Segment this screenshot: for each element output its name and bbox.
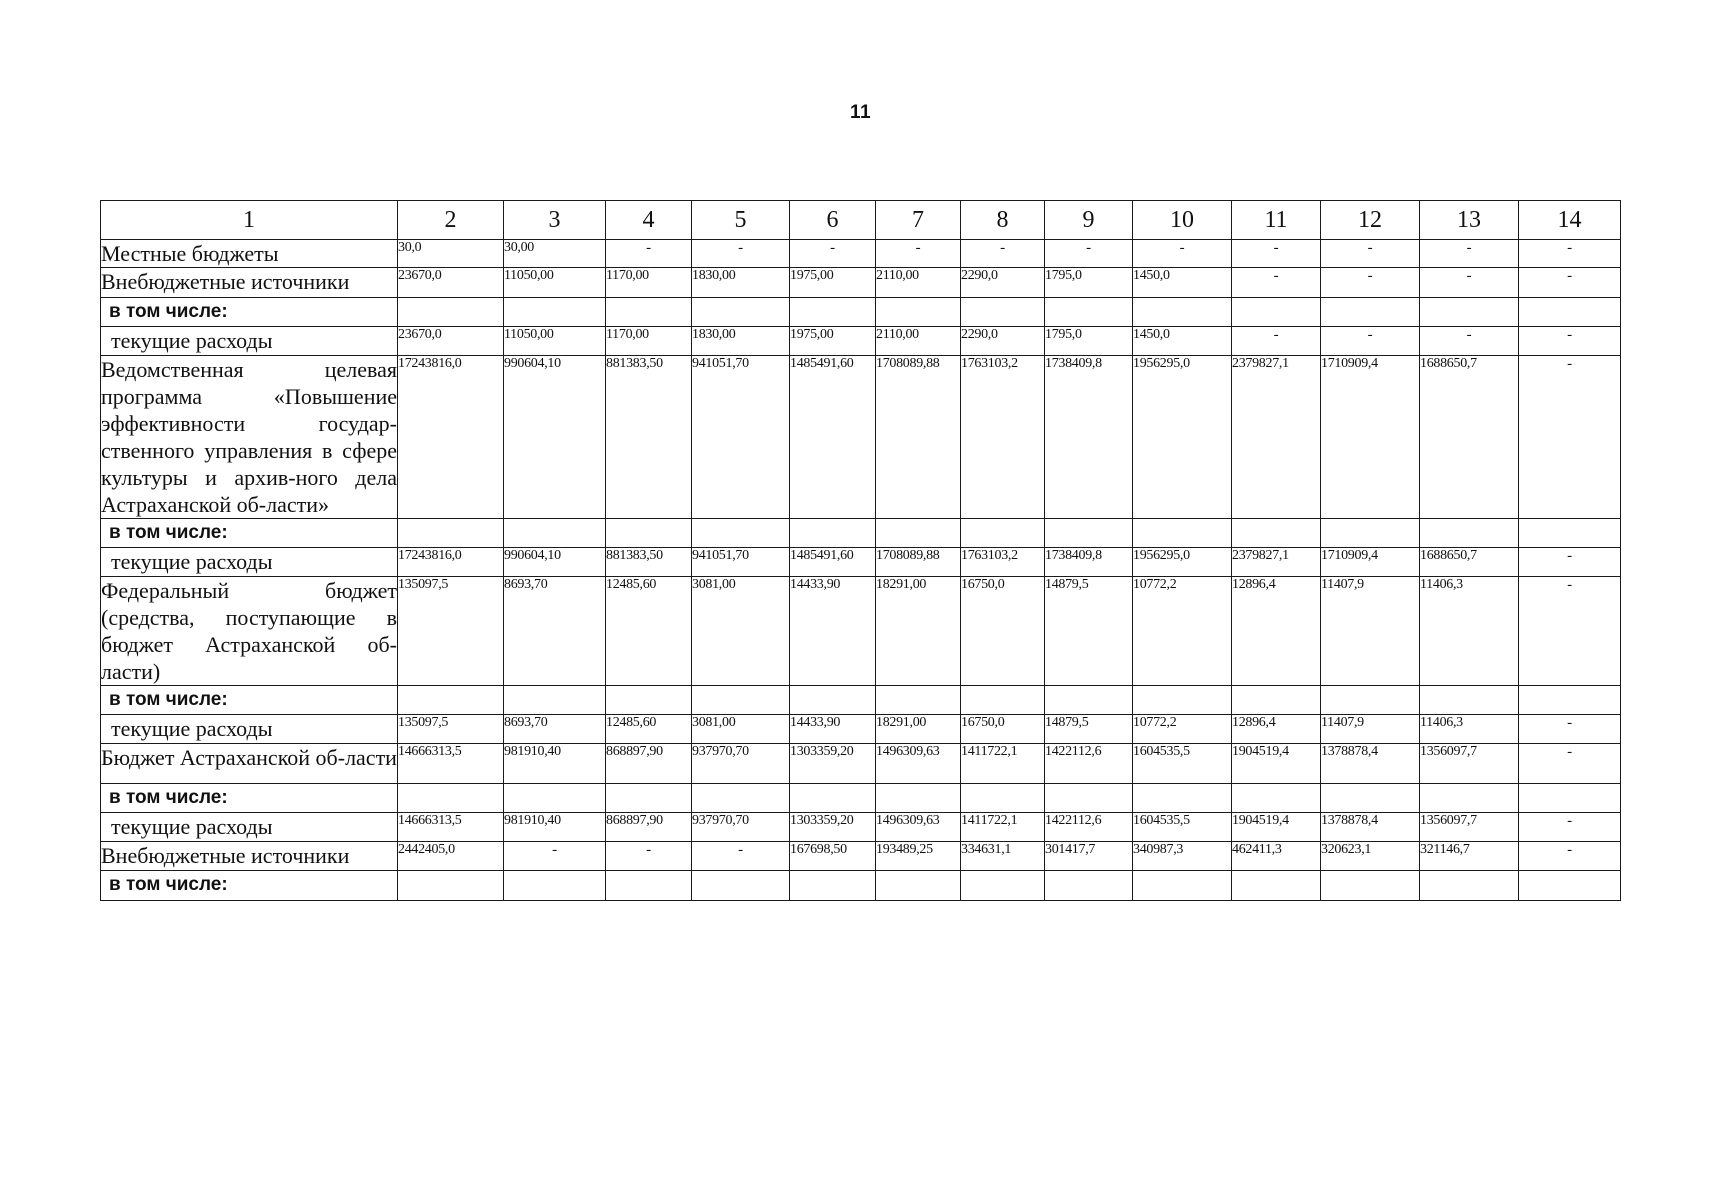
- table-cell: 1450,0: [1133, 268, 1232, 298]
- table-cell: 1422112,6: [1045, 813, 1133, 842]
- column-header: 14: [1519, 201, 1621, 240]
- table-cell: [1232, 686, 1321, 715]
- table-cell: [790, 519, 876, 548]
- table-cell: 1378878,4: [1321, 813, 1420, 842]
- table-cell: [398, 686, 504, 715]
- table-cell: 941051,70: [692, 356, 790, 519]
- row-label: текущие расходы: [101, 548, 398, 577]
- table-cell: [1232, 519, 1321, 548]
- table-cell: 1411722,1: [961, 813, 1045, 842]
- table-cell: 17243816,0: [398, 548, 504, 577]
- table-cell: 18291,00: [876, 577, 961, 686]
- table-cell: 1738409,8: [1045, 356, 1133, 519]
- table-cell: 10772,2: [1133, 715, 1232, 744]
- table-cell: 1378878,4: [1321, 744, 1420, 784]
- table-cell: 2110,00: [876, 268, 961, 298]
- table-cell: [876, 519, 961, 548]
- table-cell: [398, 784, 504, 813]
- row-label: Внебюджетные источники: [101, 842, 398, 871]
- table-cell: 941051,70: [692, 548, 790, 577]
- table-cell: 1710909,4: [1321, 548, 1420, 577]
- table-cell: [1133, 784, 1232, 813]
- table-cell: 1496309,63: [876, 813, 961, 842]
- row-label: в том числе:: [101, 871, 398, 901]
- column-header: 5: [692, 201, 790, 240]
- table-cell: -: [1232, 240, 1321, 268]
- table-cell: 1830,00: [692, 327, 790, 356]
- table-cell: 1688650,7: [1420, 356, 1519, 519]
- column-header: 12: [1321, 201, 1420, 240]
- table-cell: -: [1519, 240, 1621, 268]
- table-row: [101, 298, 1621, 327]
- table-cell: -: [606, 842, 692, 871]
- table-cell: [1420, 519, 1519, 548]
- table-cell: [876, 686, 961, 715]
- table-cell: [1420, 298, 1519, 327]
- table-cell: -: [1232, 327, 1321, 356]
- table-cell: 1450,0: [1133, 327, 1232, 356]
- table-cell: 1738409,8: [1045, 548, 1133, 577]
- table-cell: 1303359,20: [790, 744, 876, 784]
- table-cell: [1133, 871, 1232, 901]
- table-cell: 1830,00: [692, 268, 790, 298]
- table-cell: 334631,1: [961, 842, 1045, 871]
- table-cell: [1232, 784, 1321, 813]
- table-cell: [398, 519, 504, 548]
- row-label: Ведомственная целевая программа «Повышение эффективности государ-ственного управления в сфере культуры и архив-ного дела Астраханской об-ласти»: [101, 357, 397, 517]
- table-cell: 11406,3: [1420, 715, 1519, 744]
- table-cell: 1956295,0: [1133, 548, 1232, 577]
- table-cell: 1356097,7: [1420, 813, 1519, 842]
- table-cell: 23670,0: [398, 327, 504, 356]
- table-row: [101, 577, 1621, 686]
- table-cell: 2379827,1: [1232, 356, 1321, 519]
- table-cell: 320623,1: [1321, 842, 1420, 871]
- table-row: [101, 813, 1621, 842]
- table-cell: 301417,7: [1045, 842, 1133, 871]
- table-row: [101, 519, 1621, 548]
- table-cell: [504, 686, 606, 715]
- table-cell: 167698,50: [790, 842, 876, 871]
- table-row: [101, 686, 1621, 715]
- table-cell: [504, 298, 606, 327]
- table-cell: [1420, 686, 1519, 715]
- table-cell: 1170,00: [606, 327, 692, 356]
- table-cell: -: [1321, 268, 1420, 298]
- table-cell: [1232, 298, 1321, 327]
- row-label: Федеральный бюджет (средства, поступающие в бюджет Астраханской об-ласти): [101, 578, 397, 684]
- table-cell: 1795,0: [1045, 268, 1133, 298]
- table-cell: 18291,00: [876, 715, 961, 744]
- table-cell: -: [692, 842, 790, 871]
- table-cell: 2442405,0: [398, 842, 504, 871]
- table-cell: 1904519,4: [1232, 813, 1321, 842]
- row-label: Местные бюджеты: [101, 240, 398, 268]
- table-cell: -: [504, 842, 606, 871]
- row-label: текущие расходы: [101, 327, 398, 356]
- table-cell: 937970,70: [692, 744, 790, 784]
- column-header: 11: [1232, 201, 1321, 240]
- table-cell: [1321, 519, 1420, 548]
- table-cell: -: [1420, 327, 1519, 356]
- table-cell: 30,00: [504, 240, 606, 268]
- table-cell: 1303359,20: [790, 813, 876, 842]
- table-cell: 1496309,63: [876, 744, 961, 784]
- table-cell: 2290,0: [961, 327, 1045, 356]
- header-row: [101, 201, 1621, 240]
- table-cell: 881383,50: [606, 356, 692, 519]
- table-cell: -: [1519, 744, 1621, 784]
- table-cell: [1045, 871, 1133, 901]
- table-cell: 981910,40: [504, 744, 606, 784]
- column-header: 2: [398, 201, 504, 240]
- table-cell: 990604,10: [504, 356, 606, 519]
- table-cell: 135097,5: [398, 715, 504, 744]
- budget-table: [100, 200, 1621, 901]
- table-cell: 1710909,4: [1321, 356, 1420, 519]
- table-cell: 1604535,5: [1133, 813, 1232, 842]
- table-cell: 11407,9: [1321, 715, 1420, 744]
- table-cell: [692, 871, 790, 901]
- row-label: текущие расходы: [101, 813, 398, 842]
- row-label: в том числе:: [101, 298, 398, 327]
- table-cell: [1045, 519, 1133, 548]
- table-cell: -: [1232, 268, 1321, 298]
- table-cell: [398, 871, 504, 901]
- table-row: [101, 744, 1621, 784]
- table-cell: -: [1420, 268, 1519, 298]
- table-cell: [1232, 871, 1321, 901]
- row-label: в том числе:: [101, 686, 398, 715]
- table-cell: [1519, 784, 1621, 813]
- table-cell: -: [1519, 548, 1621, 577]
- table-cell: 1763103,2: [961, 356, 1045, 519]
- page-number: 11: [849, 102, 872, 123]
- table-cell: 3081,00: [692, 577, 790, 686]
- table-cell: [504, 784, 606, 813]
- table-cell: [606, 784, 692, 813]
- row-label: в том числе:: [101, 519, 398, 548]
- table-cell: [1133, 298, 1232, 327]
- table-cell: 14433,90: [790, 577, 876, 686]
- table-cell: [1321, 686, 1420, 715]
- table-row: [101, 715, 1621, 744]
- table-cell: 12896,4: [1232, 577, 1321, 686]
- table-cell: [1321, 871, 1420, 901]
- table-row: [101, 871, 1621, 901]
- table-cell: 937970,70: [692, 813, 790, 842]
- table-cell: -: [1420, 240, 1519, 268]
- table-row: [101, 268, 1621, 298]
- column-header: 8: [961, 201, 1045, 240]
- table-cell: 16750,0: [961, 577, 1045, 686]
- table-cell: 868897,90: [606, 744, 692, 784]
- column-header: 9: [1045, 201, 1133, 240]
- table-cell: 10772,2: [1133, 577, 1232, 686]
- table-cell: [692, 519, 790, 548]
- table-cell: 868897,90: [606, 813, 692, 842]
- row-label: Бюджет Астраханской об-ласти: [101, 744, 398, 784]
- table-cell: 1904519,4: [1232, 744, 1321, 784]
- table-cell: -: [1133, 240, 1232, 268]
- table-cell: 1763103,2: [961, 548, 1045, 577]
- table-cell: 14879,5: [1045, 577, 1133, 686]
- table-cell: -: [1519, 327, 1621, 356]
- column-header: 7: [876, 201, 961, 240]
- table-cell: 12485,60: [606, 715, 692, 744]
- table-cell: -: [1321, 240, 1420, 268]
- table-cell: 990604,10: [504, 548, 606, 577]
- table-cell: [606, 871, 692, 901]
- table-body: [101, 240, 1621, 901]
- table-cell: 14666313,5: [398, 813, 504, 842]
- table-cell: -: [876, 240, 961, 268]
- table-cell: -: [1519, 577, 1621, 686]
- table-cell: 2290,0: [961, 268, 1045, 298]
- table-cell: [692, 784, 790, 813]
- table-cell: 12485,60: [606, 577, 692, 686]
- row-label: в том числе:: [101, 784, 398, 813]
- table-row: [101, 548, 1621, 577]
- table-cell: [504, 519, 606, 548]
- table-cell: 1708089,88: [876, 548, 961, 577]
- table-cell: 321146,7: [1420, 842, 1519, 871]
- table-cell: 1708089,88: [876, 356, 961, 519]
- table-cell: -: [1321, 327, 1420, 356]
- table-cell: 1604535,5: [1133, 744, 1232, 784]
- table-cell: [790, 871, 876, 901]
- table-cell: 12896,4: [1232, 715, 1321, 744]
- table-cell: [876, 871, 961, 901]
- table-cell: -: [606, 240, 692, 268]
- table-cell: [961, 519, 1045, 548]
- table-cell: -: [692, 240, 790, 268]
- table-cell: [504, 871, 606, 901]
- table-cell: 3081,00: [692, 715, 790, 744]
- table-cell: 14879,5: [1045, 715, 1133, 744]
- table-cell: [961, 871, 1045, 901]
- column-header: 4: [606, 201, 692, 240]
- table-cell: 2379827,1: [1232, 548, 1321, 577]
- table-cell: [1133, 519, 1232, 548]
- table-cell: [876, 298, 961, 327]
- table-cell: [790, 784, 876, 813]
- column-header: 1: [101, 201, 398, 240]
- table-cell: [1133, 686, 1232, 715]
- table-cell: 1485491,60: [790, 548, 876, 577]
- table-cell: -: [1519, 715, 1621, 744]
- table-cell: [790, 298, 876, 327]
- table-cell: 462411,3: [1232, 842, 1321, 871]
- table-cell: 1975,00: [790, 327, 876, 356]
- table-cell: [692, 298, 790, 327]
- table-cell: 17243816,0: [398, 356, 504, 519]
- table-cell: [1519, 871, 1621, 901]
- table-cell: [961, 784, 1045, 813]
- table-cell: [876, 784, 961, 813]
- table-cell: 1411722,1: [961, 744, 1045, 784]
- table-cell: -: [1519, 813, 1621, 842]
- table-cell: [1045, 686, 1133, 715]
- table-cell: -: [790, 240, 876, 268]
- table-cell: [1321, 784, 1420, 813]
- table-cell: [1420, 784, 1519, 813]
- table-cell: -: [961, 240, 1045, 268]
- table-row: [101, 356, 1621, 519]
- table-cell: [398, 298, 504, 327]
- table-cell: [606, 686, 692, 715]
- table-row: [101, 842, 1621, 871]
- table-cell: 16750,0: [961, 715, 1045, 744]
- column-header: 10: [1133, 201, 1232, 240]
- table-cell: [606, 519, 692, 548]
- table-row: [101, 240, 1621, 268]
- table-cell: [1045, 298, 1133, 327]
- table-cell: 23670,0: [398, 268, 504, 298]
- table-cell: [606, 298, 692, 327]
- table-cell: -: [1519, 842, 1621, 871]
- table-cell: 1688650,7: [1420, 548, 1519, 577]
- table-cell: 8693,70: [504, 577, 606, 686]
- table-cell: 2110,00: [876, 327, 961, 356]
- table-cell: 11407,9: [1321, 577, 1420, 686]
- table-cell: 340987,3: [1133, 842, 1232, 871]
- table-cell: 193489,25: [876, 842, 961, 871]
- table-cell: 1170,00: [606, 268, 692, 298]
- table-cell: 1485491,60: [790, 356, 876, 519]
- table-cell: 14433,90: [790, 715, 876, 744]
- table-cell: -: [1045, 240, 1133, 268]
- table-cell: [1519, 686, 1621, 715]
- table-cell: 1356097,7: [1420, 744, 1519, 784]
- table-row: [101, 784, 1621, 813]
- table-cell: 11050,00: [504, 268, 606, 298]
- table-cell: 14666313,5: [398, 744, 504, 784]
- row-label: текущие расходы: [101, 715, 398, 744]
- table-cell: 135097,5: [398, 577, 504, 686]
- table-cell: 30,0: [398, 240, 504, 268]
- table-cell: [1519, 298, 1621, 327]
- table-cell: 881383,50: [606, 548, 692, 577]
- table-cell: [1519, 519, 1621, 548]
- table-cell: [1321, 298, 1420, 327]
- table-cell: [1420, 871, 1519, 901]
- table-cell: 8693,70: [504, 715, 606, 744]
- table-cell: [1045, 784, 1133, 813]
- table-cell: [692, 686, 790, 715]
- table-row: [101, 327, 1621, 356]
- table-cell: [790, 686, 876, 715]
- column-header: 13: [1420, 201, 1519, 240]
- column-header: 3: [504, 201, 606, 240]
- table-cell: 11050,00: [504, 327, 606, 356]
- table-cell: -: [1519, 268, 1621, 298]
- table-cell: 1795,0: [1045, 327, 1133, 356]
- table-cell: 1422112,6: [1045, 744, 1133, 784]
- table-cell: [961, 686, 1045, 715]
- table-cell: [961, 298, 1045, 327]
- table-cell: 11406,3: [1420, 577, 1519, 686]
- table-cell: -: [1519, 356, 1621, 519]
- column-header: 6: [790, 201, 876, 240]
- row-label: Внебюджетные источники: [101, 268, 398, 298]
- table-cell: 1956295,0: [1133, 356, 1232, 519]
- table-cell: 1975,00: [790, 268, 876, 298]
- table-cell: 981910,40: [504, 813, 606, 842]
